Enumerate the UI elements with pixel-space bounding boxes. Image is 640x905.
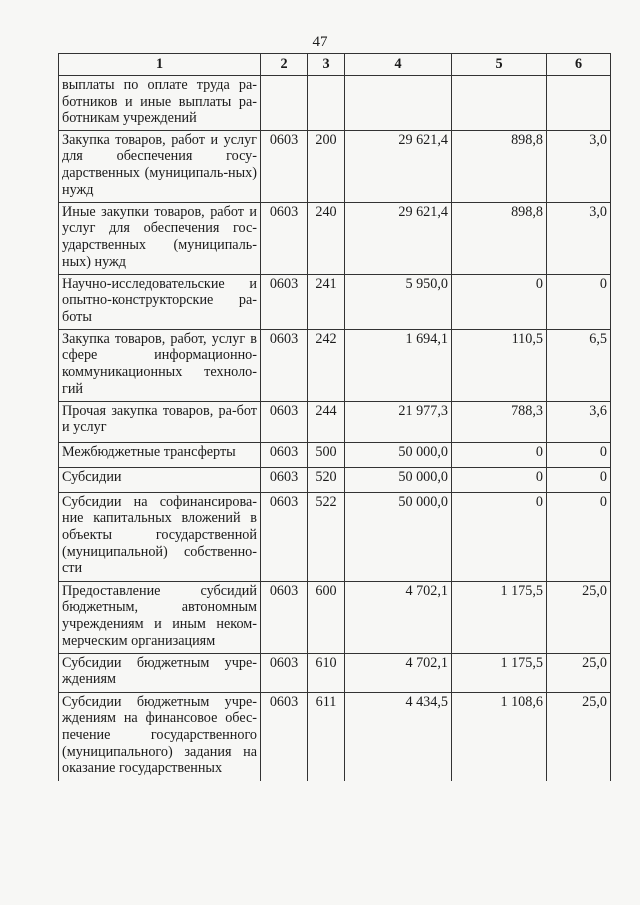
row-expense-code: 500 — [308, 442, 345, 467]
row-col4: 29 621,4 — [345, 130, 452, 202]
row-col4: 50 000,0 — [345, 492, 452, 581]
row-col6: 0 — [547, 467, 611, 492]
row-section-code: 0603 — [261, 274, 308, 329]
row-section-code: 0603 — [261, 130, 308, 202]
page-number: 47 — [312, 34, 328, 50]
row-expense-code: 611 — [308, 692, 345, 781]
row-name: Прочая закупка товаров, ра-бот и услуг — [59, 401, 261, 442]
row-col5: 0 — [452, 274, 547, 329]
table-row — [59, 492, 611, 581]
row-col4 — [345, 76, 452, 131]
col-header-5: 5 — [452, 54, 547, 76]
row-col5: 0 — [452, 442, 547, 467]
col-header-2: 2 — [261, 54, 308, 76]
col-header-3: 3 — [308, 54, 345, 76]
row-col4: 5 950,0 — [345, 274, 452, 329]
row-col4: 1 694,1 — [345, 329, 452, 401]
row-col5: 0 — [452, 467, 547, 492]
row-name: Межбюджетные трансферты — [59, 442, 261, 467]
row-name: Закупка товаров, работ и услуг для обеспечения госу-дарственных (муниципаль-ных) нужд — [59, 130, 261, 202]
row-expense-code: 600 — [308, 581, 345, 653]
row-name: Субсидии бюджетным учре-ждениям на финансовое обес-печение государственного (муниципального) задания на оказание государственных — [59, 692, 261, 781]
row-name: Научно-исследовательские и опытно-конструкторские ра-боты — [59, 274, 261, 329]
table-row — [59, 467, 611, 492]
row-expense-code: 610 — [308, 653, 345, 692]
row-section-code: 0603 — [261, 653, 308, 692]
row-col5: 0 — [452, 492, 547, 581]
row-expense-code: 200 — [308, 130, 345, 202]
row-col5: 898,8 — [452, 130, 547, 202]
table-row — [59, 202, 611, 274]
row-name: Закупка товаров, работ, услуг в сфере информационно-коммуникационных техноло-гий — [59, 329, 261, 401]
row-section-code: 0603 — [261, 202, 308, 274]
row-col6 — [547, 76, 611, 131]
row-col4: 50 000,0 — [345, 442, 452, 467]
table-row — [59, 76, 611, 131]
row-col6: 3,0 — [547, 202, 611, 274]
row-section-code — [261, 76, 308, 131]
row-col6: 3,6 — [547, 401, 611, 442]
row-col6: 0 — [547, 274, 611, 329]
row-name: Субсидии — [59, 467, 261, 492]
row-col6: 25,0 — [547, 692, 611, 781]
row-col6: 0 — [547, 492, 611, 581]
row-col4: 21 977,3 — [345, 401, 452, 442]
table-row — [59, 653, 611, 692]
table-row — [59, 329, 611, 401]
row-expense-code: 522 — [308, 492, 345, 581]
row-section-code: 0603 — [261, 467, 308, 492]
header-row — [59, 54, 611, 76]
table-row — [59, 130, 611, 202]
table-row — [59, 581, 611, 653]
row-col6: 25,0 — [547, 581, 611, 653]
row-section-code: 0603 — [261, 329, 308, 401]
row-expense-code: 244 — [308, 401, 345, 442]
row-col5: 1 175,5 — [452, 581, 547, 653]
row-col5: 1 108,6 — [452, 692, 547, 781]
row-expense-code: 520 — [308, 467, 345, 492]
row-section-code: 0603 — [261, 492, 308, 581]
row-section-code: 0603 — [261, 401, 308, 442]
row-name: выплаты по оплате труда ра-ботников и иные выплаты ра-ботникам учреждений — [59, 76, 261, 131]
row-name: Субсидии на софинансирова-ние капитальных вложений в объекты государственной (муниципальной) собственно-сти — [59, 492, 261, 581]
row-expense-code: 242 — [308, 329, 345, 401]
budget-table — [58, 53, 611, 781]
row-expense-code: 241 — [308, 274, 345, 329]
row-col6: 3,0 — [547, 130, 611, 202]
row-col4: 50 000,0 — [345, 467, 452, 492]
table-row — [59, 442, 611, 467]
row-col4: 4 702,1 — [345, 653, 452, 692]
row-col5: 110,5 — [452, 329, 547, 401]
row-col4: 4 702,1 — [345, 581, 452, 653]
col-header-1: 1 — [59, 54, 261, 76]
row-expense-code: 240 — [308, 202, 345, 274]
col-header-6: 6 — [547, 54, 611, 76]
row-col5: 898,8 — [452, 202, 547, 274]
row-name: Субсидии бюджетным учре-ждениям — [59, 653, 261, 692]
row-col4: 29 621,4 — [345, 202, 452, 274]
row-col5: 1 175,5 — [452, 653, 547, 692]
row-col6: 0 — [547, 442, 611, 467]
row-section-code: 0603 — [261, 581, 308, 653]
table-row — [59, 692, 611, 781]
row-col6: 6,5 — [547, 329, 611, 401]
row-expense-code — [308, 76, 345, 131]
row-col4: 4 434,5 — [345, 692, 452, 781]
row-section-code: 0603 — [261, 692, 308, 781]
row-section-code: 0603 — [261, 442, 308, 467]
col-header-4: 4 — [345, 54, 452, 76]
row-col6: 25,0 — [547, 653, 611, 692]
row-name: Иные закупки товаров, работ и услуг для обеспечения гос-ударственных (муниципаль-ных) нужд — [59, 202, 261, 274]
table-row — [59, 401, 611, 442]
row-col5 — [452, 76, 547, 131]
table-row — [59, 274, 611, 329]
row-col5: 788,3 — [452, 401, 547, 442]
row-name: Предоставление субсидий бюджетным, автономным учреждениям и иным неком-мерческим организациям — [59, 581, 261, 653]
